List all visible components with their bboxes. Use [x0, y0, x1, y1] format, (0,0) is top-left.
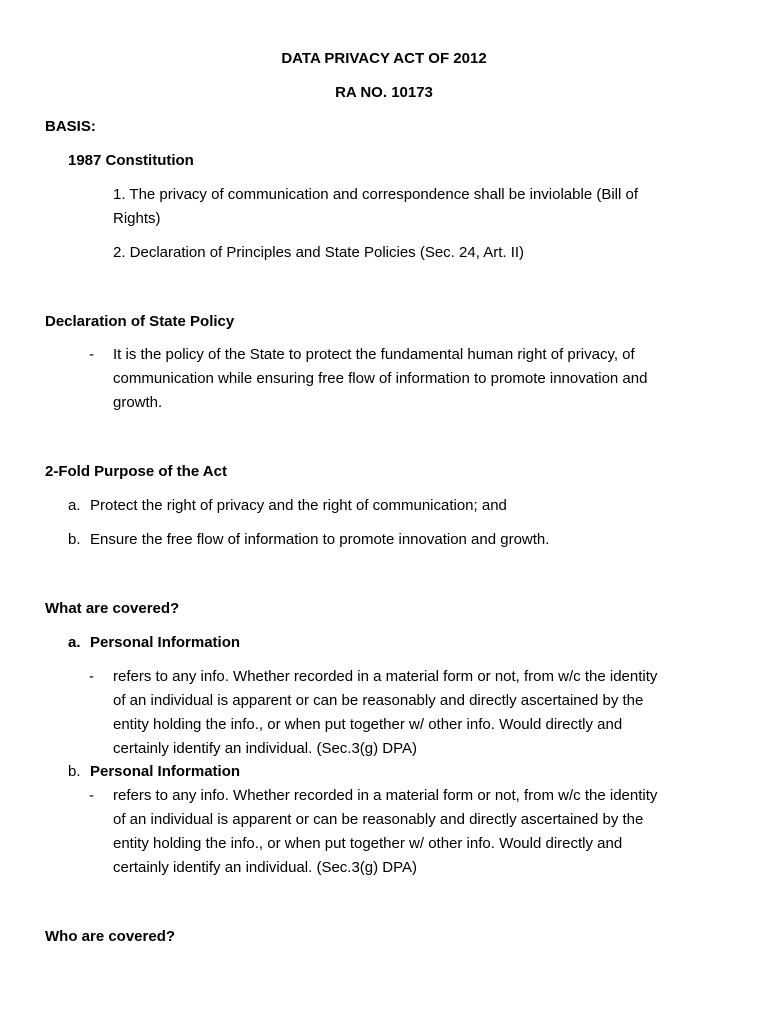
covered-item-a-line-3: entity holding the info., or when put together w/ other info. Would directly and: [113, 716, 623, 733]
who-heading: Who are covered?: [45, 928, 176, 945]
covered-item-b-line-3: entity holding the info., or when put together w/ other info. Would directly and: [113, 835, 623, 852]
covered-item-b-marker: b.: [68, 763, 81, 780]
covered-heading: What are covered?: [45, 600, 180, 617]
purpose-heading: 2-Fold Purpose of the Act: [45, 463, 227, 480]
basis-item-1-line-2: Rights): [113, 210, 161, 227]
policy-line-1: It is the policy of the State to protect the fundamental human right of privacy, of: [113, 346, 635, 363]
basis-item-2: 2. Declaration of Principles and State Policies (Sec. 24, Art. II): [113, 244, 525, 261]
policy-heading: Declaration of State Policy: [45, 313, 235, 330]
basis-subheading: 1987 Constitution: [68, 152, 194, 169]
document-subtitle: RA NO. 10173: [335, 84, 433, 101]
policy-line-3: growth.: [113, 394, 163, 411]
covered-item-b-bullet: -: [89, 787, 94, 804]
covered-item-b-line-2: of an individual is apparent or can be reasonably and directly ascertained by the: [113, 811, 644, 828]
covered-item-a-line-4: certainly identify an individual. (Sec.3(g) DPA): [113, 740, 418, 757]
covered-item-a-line-2: of an individual is apparent or can be reasonably and directly ascertained by the: [113, 692, 644, 709]
purpose-item-b: Ensure the free flow of information to promote innovation and growth.: [90, 531, 550, 548]
covered-item-a-bullet: -: [89, 668, 94, 685]
policy-line-2: communication while ensuring free flow of information to promote innovation and: [113, 370, 648, 387]
document-title: DATA PRIVACY ACT OF 2012: [281, 50, 487, 67]
covered-item-a-label: Personal Information: [90, 634, 241, 651]
covered-item-b-line-1: refers to any info. Whether recorded in a material form or not, from w/c the identity: [113, 787, 658, 804]
purpose-item-b-marker: b.: [68, 531, 81, 548]
covered-item-a-marker: a.: [68, 634, 81, 651]
covered-item-a-line-1: refers to any info. Whether recorded in a material form or not, from w/c the identity: [113, 668, 658, 685]
covered-item-b-label: Personal Information: [90, 763, 241, 780]
covered-item-b-line-4: certainly identify an individual. (Sec.3(g) DPA): [113, 859, 418, 876]
basis-item-1-line-1: 1. The privacy of communication and correspondence shall be inviolable (Bill of: [113, 186, 639, 203]
basis-heading: BASIS:: [45, 118, 96, 135]
purpose-item-a-marker: a.: [68, 497, 81, 514]
purpose-item-a: Protect the right of privacy and the right of communication; and: [90, 497, 507, 514]
policy-bullet: -: [89, 346, 94, 363]
